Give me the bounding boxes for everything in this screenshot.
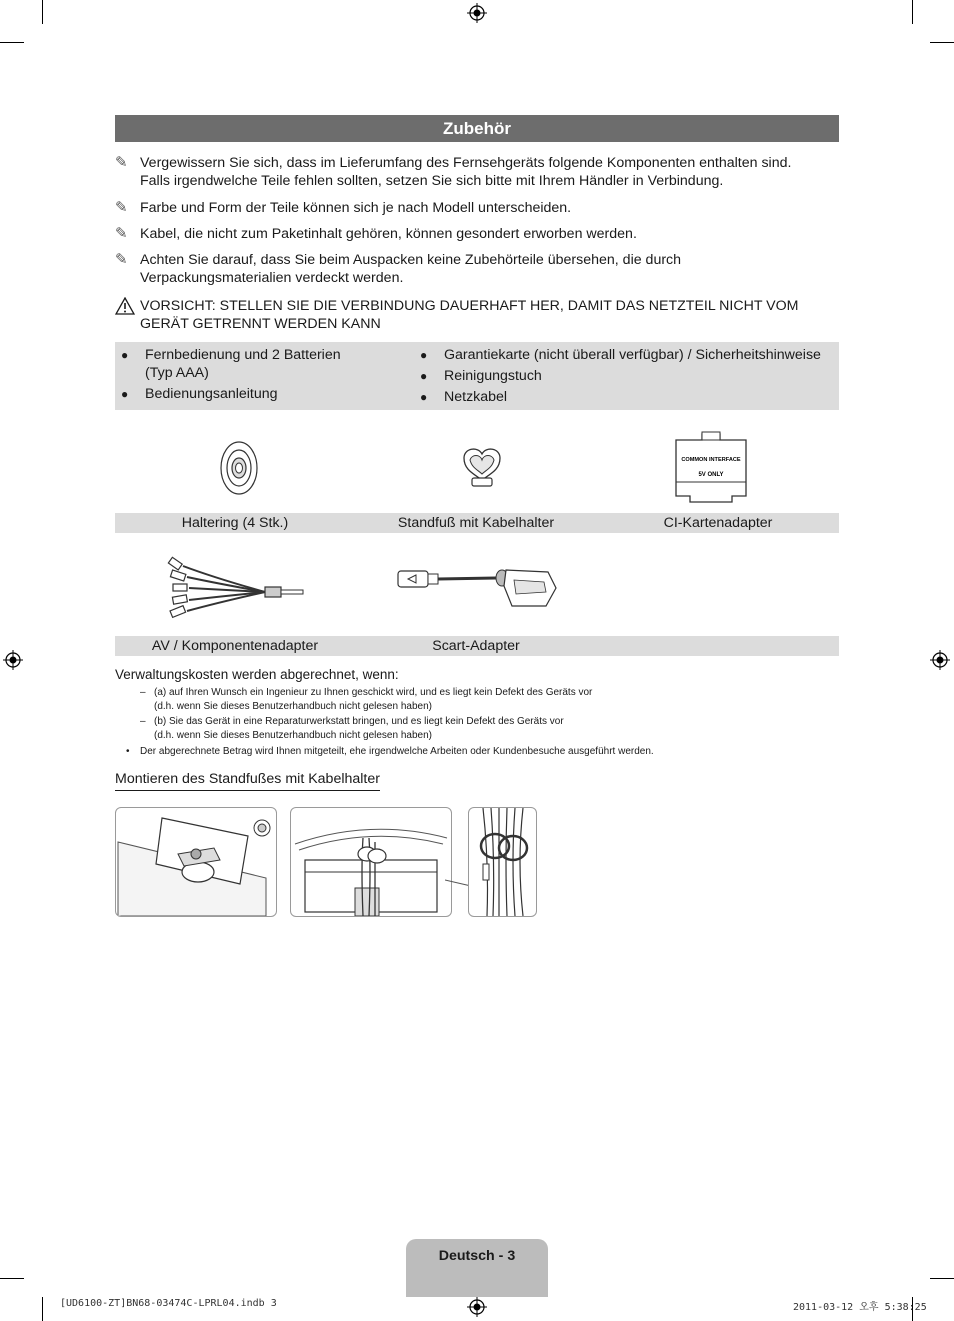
bullet: ● bbox=[420, 348, 428, 362]
mounting-step-image bbox=[115, 807, 277, 917]
registration-mark-icon bbox=[930, 650, 950, 670]
mounting-heading: Montieren des Standfußes mit Kabelhalter bbox=[115, 771, 380, 791]
note-line: Falls irgendwelche Teile fehlen sollten, setzen Sie sich bitte mit Ihrem Händler in Verbindung. bbox=[140, 173, 724, 189]
av-component-adapter-image bbox=[165, 556, 313, 622]
crop-mark bbox=[0, 1278, 24, 1279]
crop-mark bbox=[0, 42, 24, 43]
note-line: Vergewissern Sie sich, dass im Lieferumfang des Fernsehgeräts folgende Komponenten enthalten sind. bbox=[140, 155, 792, 171]
list-item bbox=[115, 346, 415, 382]
note-line: Kabel, die nicht zum Paketinhalt gehören, können gesondert erworben werden. bbox=[140, 226, 637, 242]
caption: CI-Kartenadapter bbox=[663, 515, 773, 531]
list-item-text: Netzkabel bbox=[444, 389, 508, 405]
list-item-text: Fernbedienung und 2 Batterien bbox=[145, 347, 341, 363]
crop-mark bbox=[930, 42, 954, 43]
section-title: Zubehör bbox=[115, 115, 839, 142]
list-item-text: Garantiekarte (nicht überall verfügbar) / Sicherheitshinweise bbox=[444, 347, 821, 363]
print-slug-right: 2011-03-12 오후 5:38:25 bbox=[793, 1302, 927, 1313]
fees-line: (b) Sie das Gerät in eine Reparaturwerkstatt bringen, und es liegt kein Defekt des Geräts vor bbox=[154, 716, 564, 727]
list-item bbox=[414, 346, 834, 364]
caution-line: GERÄT GETRENNT WERDEN KANN bbox=[140, 316, 381, 332]
fees-line: (a) auf Ihren Wunsch ein Ingenieur zu Ihnen geschickt wird, und es liegt kein Defekt des Geräts vor bbox=[154, 687, 593, 698]
crop-mark bbox=[42, 1297, 43, 1321]
list-item bbox=[115, 385, 415, 403]
list-item-text: Bedienungsanleitung bbox=[145, 386, 278, 402]
fees-marker: • bbox=[126, 746, 130, 757]
caption: Haltering (4 Stk.) bbox=[181, 515, 289, 531]
note-item bbox=[115, 199, 840, 217]
fees-line: (d.h. wenn Sie dieses Benutzerhandbuch nicht gelesen haben) bbox=[154, 730, 432, 741]
scart-adapter-image bbox=[396, 566, 558, 614]
cable-holder-detail-illustration bbox=[469, 808, 536, 916]
crop-mark bbox=[930, 1278, 954, 1279]
caption-bar bbox=[115, 513, 839, 533]
caution-notice bbox=[115, 297, 840, 333]
caption: Standfuß mit Kabelhalter bbox=[397, 515, 555, 531]
holder-ring-image bbox=[218, 440, 260, 496]
ci-card-line2: 5V ONLY bbox=[698, 472, 724, 478]
caution-line: VORSICHT: STELLEN SIE DIE VERBINDUNG DAUERHAFT HER, DAMIT DAS NETZTEIL NICHT VOM bbox=[140, 298, 799, 314]
registration-mark-icon bbox=[467, 3, 487, 23]
bullet: ● bbox=[420, 390, 428, 404]
registration-mark-icon bbox=[467, 1297, 487, 1317]
mounting-step-image bbox=[468, 807, 537, 917]
fees-heading: Verwaltungskosten werden abgerechnet, wenn: bbox=[115, 667, 399, 682]
accessories-column-right bbox=[414, 346, 834, 409]
fees-marker: – bbox=[140, 716, 146, 727]
print-slug-left: [UD6100-ZT]BN68-03474C-LPRL04.indb 3 bbox=[60, 1298, 277, 1309]
note-pencil-icon: ✎ bbox=[115, 199, 128, 216]
fees-item bbox=[140, 715, 564, 743]
list-item bbox=[414, 388, 834, 406]
cable-route-illustration bbox=[291, 808, 451, 916]
caption: AV / Komponentenadapter bbox=[151, 638, 319, 654]
registration-mark-icon bbox=[3, 650, 23, 670]
fees-line: (d.h. wenn Sie dieses Benutzerhandbuch nicht gelesen haben) bbox=[154, 701, 432, 712]
note-pencil-icon: ✎ bbox=[115, 251, 128, 268]
fees-item bbox=[140, 686, 592, 714]
caption-bar bbox=[115, 636, 839, 656]
mounting-step-image bbox=[290, 807, 452, 917]
crop-mark bbox=[42, 0, 43, 24]
note-pencil-icon: ✎ bbox=[115, 154, 128, 171]
note-item bbox=[115, 154, 840, 190]
bullet: ● bbox=[121, 348, 129, 362]
accessories-column-left bbox=[115, 346, 415, 406]
note-line: Achten Sie darauf, dass Sie beim Auspacken keine Zubehörteile übersehen, die durch bbox=[140, 252, 682, 268]
note-item bbox=[115, 251, 840, 287]
note-line: Farbe und Form der Teile können sich je nach Modell unterscheiden. bbox=[140, 200, 572, 216]
accessories-list bbox=[115, 342, 839, 410]
bullet: ● bbox=[420, 369, 428, 383]
page-number-tab: Deutsch - 3 bbox=[406, 1239, 548, 1297]
caption: Scart-Adapter bbox=[432, 638, 520, 654]
fees-marker: – bbox=[140, 687, 146, 698]
crop-mark bbox=[912, 0, 913, 24]
stand-attach-illustration bbox=[116, 808, 276, 916]
note-pencil-icon: ✎ bbox=[115, 225, 128, 242]
bullet: ● bbox=[121, 387, 129, 401]
cable-stand-image bbox=[458, 444, 506, 488]
list-item bbox=[414, 367, 834, 385]
ci-card-adapter-image bbox=[672, 430, 750, 506]
note-item bbox=[115, 225, 840, 243]
note-line: Verpackungsmaterialien verdeckt werden. bbox=[140, 270, 404, 286]
list-item-text: Reinigungstuch bbox=[444, 368, 542, 384]
list-item-text: (Typ AAA) bbox=[145, 365, 209, 381]
warning-triangle-icon bbox=[115, 297, 135, 315]
ci-card-line1: COMMON INTERFACE bbox=[681, 457, 741, 463]
fees-line: Der abgerechnete Betrag wird Ihnen mitgeteilt, ehe irgendwelche Arbeiten oder Kundenbesuche ausgeführt werden. bbox=[140, 746, 654, 757]
fees-item bbox=[126, 745, 654, 759]
